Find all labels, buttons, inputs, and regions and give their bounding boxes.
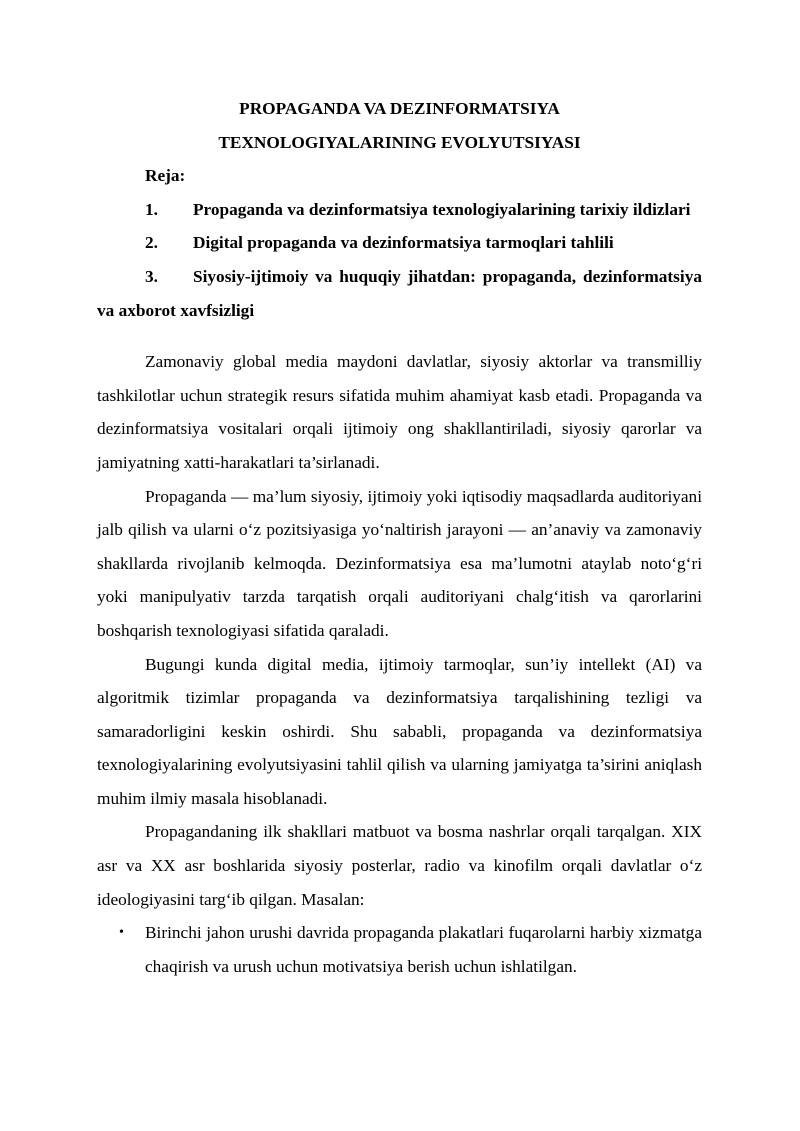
list-item xyxy=(97,916,702,983)
plan-item-3 xyxy=(97,260,702,327)
plan-item-number: 2. xyxy=(145,233,158,253)
paragraph-4: Propagandaning ilk shakllari matbuot va bosma nashrlar orqali tarqalgan. XIX asr va XX asr boshlarida siyosiy posterlar, radio va kinofilm orqali davlatlar o‘z ideologiyasini targ‘ib qilgan. Masalan: xyxy=(97,822,702,909)
plan-item-number: 3. xyxy=(145,266,158,286)
title-line-1: PROPAGANDA VA DEZINFORMATSIYA xyxy=(239,99,560,118)
document-page xyxy=(97,92,702,983)
plan-item-text: Digital propaganda va dezinformatsiya tarmoqlari tahlili xyxy=(193,233,614,253)
document-title xyxy=(97,92,702,159)
paragraph-1: Zamonaviy global media maydoni davlatlar, siyosiy aktorlar va transmilliy tashkilotlar uchun strategik resurs sifatida muhim ahamiyat kasb etadi. Propaganda va dezinformatsiya vositalari orqali ijtimoiy ong shakllantiriladi, siyosiy qarorlar va jamiyatning xatti-harakatlari ta’sirlanadi. xyxy=(97,352,702,472)
plan-item-number: 1. xyxy=(145,199,158,219)
plan-item-text: Propaganda va dezinformatsiya texnologiyalarining tarixiy ildizlari xyxy=(193,199,691,219)
paragraph-3: Bugungi kunda digital media, ijtimoiy tarmoqlar, sun’iy intellekt (AI) va algoritmik tizimlar propaganda va dezinformatsiya tarqalishining tezligi va samaradorligini keskin oshirdi. Shu sababli, propaganda va dezinformatsiya texnologiyalarining evolyutsiyasini tahlil qilish va ularning jamiyatga ta’sirini aniqlash muhim ilmiy masala hisoblanadi. xyxy=(97,654,702,808)
title-line-2: TEXNOLOGIYALARINING EVOLYUTSIYASI xyxy=(218,132,581,152)
plan-item-1 xyxy=(97,193,702,227)
list-item-text: Birinchi jahon urushi davrida propaganda plakatlari fuqarolarni harbiy xizmatga chaqirish va urush uchun motivatsiya berish uchun ishlatilgan. xyxy=(145,923,702,976)
paragraph-2: Propaganda — ma’lum siyosiy, ijtimoiy yoki iqtisodiy maqsadlarda auditoriyani jalb qilish va ularni o‘z pozitsiyasiga yo‘naltirish jarayoni — an’anaviy va zamonaviy shakllarda rivojlanib kelmoqda. Dezinformatsiya esa ma’lumotni ataylab noto‘g‘ri yoki manipulyativ tarzda tarqatish orqali auditoriyani chalg‘itish va qarorlarini boshqarish texnologiyasi sifatida qaraladi. xyxy=(97,486,702,640)
plan-heading: Reja: xyxy=(145,166,186,186)
bullet-icon: • xyxy=(119,925,124,941)
section-gap xyxy=(97,327,702,345)
plan-item-2 xyxy=(97,226,702,260)
plan-item-text: Siyosiy-ijtimoiy va huquqiy jihatdan: propaganda, dezinformatsiya va axborot xavfsizligi xyxy=(97,266,702,320)
bullet-list xyxy=(97,916,702,983)
